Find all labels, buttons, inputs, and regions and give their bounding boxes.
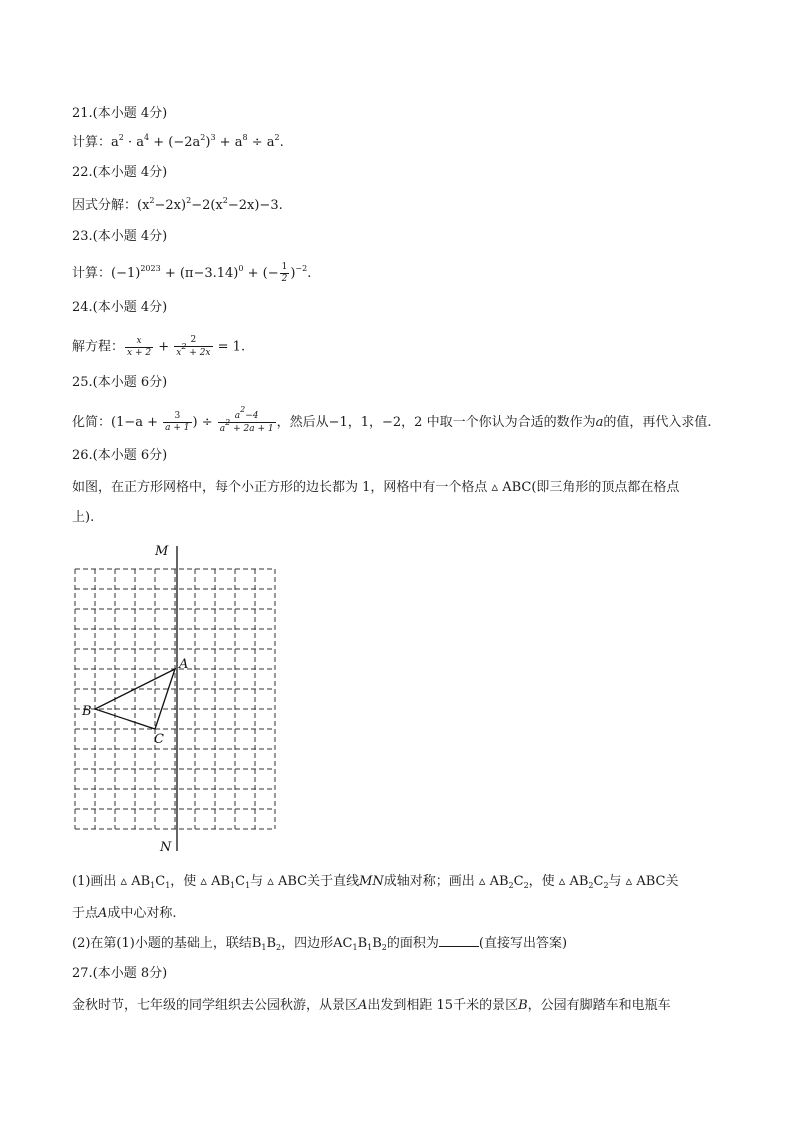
- problem-25-suffix: ，然后从−1，1，−2，2 中取一个你认为合适的数作为: [276, 415, 596, 430]
- fraction-a2-minus-4-over-a2-plus-2a-plus-1: $\frac{a^2-4}{a^2 + 2a + 1}$: [219, 405, 274, 434]
- problem-25-prefix: 化简：: [72, 415, 112, 430]
- problem-24-body: 解方程： $\frac{x}{x + 2}$ + $\frac{2}{x^2 + 2x}$ = 1.: [72, 335, 246, 358]
- problem-26-question-1: (1)画出 ▵ $AB_1C_1$，使 ▵ $AB_1C_1$与 ▵ ABC关于直线MN成轴对称；画出 ▵ $AB_2C_2$，使 ▵ $AB_2C_2$与 ▵ ABC关: [72, 874, 679, 890]
- problem-26-header: 26.(本小题 6分): [72, 448, 168, 463]
- fraction-x-over-x-plus-2: $\frac{x}{x + 2}$: [127, 335, 152, 358]
- problem-23-body: 计算：$(-1)^{2023} + (\pi-3.14)^0$ + (− $\frac{1}{2}$ )$^{-2}$.: [72, 262, 312, 284]
- problem-21-header: 21.(本小题 4分): [72, 106, 168, 121]
- problem-22-header: 22.(本小题 4分): [72, 165, 168, 180]
- problem-26-intro-line1: 如图，在正方形网格中，每个小正方形的边长都为 1，网格中有一个格点 ▵ ABC(即三角形的顶点都在格点: [72, 480, 680, 495]
- problem-22-body: 因式分解：$(x^2-2x)^2-2(x^2-2x)-3$.: [72, 196, 283, 213]
- label-b: B: [82, 704, 92, 719]
- label-m: M: [155, 544, 169, 559]
- problem-25-var: a: [595, 415, 604, 430]
- grid-figure: [60, 536, 290, 860]
- answer-blank: [439, 934, 479, 947]
- problem-23-prefix: 计算：: [72, 266, 112, 281]
- label-a: A: [179, 657, 189, 672]
- problem-25-header: 25.(本小题 6分): [72, 375, 168, 390]
- problem-22-prefix: 因式分解：: [72, 198, 138, 213]
- problem-24-header: 24.(本小题 4分): [72, 300, 168, 315]
- problem-23-exponent: 2023: [140, 264, 161, 273]
- label-c: C: [154, 732, 164, 747]
- problem-25-body: 化简：(1−a + $\frac{3}{a + 1}$ ) ÷ $\frac{a^2-4}{a^2 + 2a + 1}$ ，然后从−1，1，−2，2 中取一个你认为合适的数作为a的值，再代入求值.: [72, 405, 712, 434]
- fraction-one-half: $\frac{1}{2}$: [281, 262, 288, 284]
- problem-26-question-2: (2)在第(1)小题的基础上，联结$B_1B_2$，四边形$AC_1B_1B_2$的面积为 (直接写出答案): [72, 936, 568, 952]
- problem-27-body: 金秋时节，七年级的同学组织去公园秋游，从景区A出发到相距 15千米的景区B，公园有脚踏车和电瓶车: [72, 998, 671, 1013]
- problem-26-question-1-line2: 于点A成中心对称.: [72, 906, 177, 921]
- problem-26-intro-line2: 上).: [72, 510, 95, 525]
- problem-21-body: 计算：$a^2 \cdot a^4 + (-2a^2)^3 + a^8 \div a^2$.: [72, 133, 284, 150]
- problem-23-header: 23.(本小题 4分): [72, 229, 168, 244]
- fraction-2-over-x2-plus-2x: $\frac{2}{x^2 + 2x}$: [176, 335, 211, 358]
- problem-25-suffix2: 的值，再代入求值.: [603, 415, 712, 430]
- label-n: N: [160, 840, 172, 855]
- problem-24-prefix: 解方程：: [72, 339, 125, 355]
- problem-27-header: 27.(本小题 8分): [72, 966, 168, 981]
- fraction-3-over-a-plus-1: $\frac{3}{a + 1}$: [165, 411, 190, 433]
- problem-21-prefix: 计算：: [72, 135, 112, 150]
